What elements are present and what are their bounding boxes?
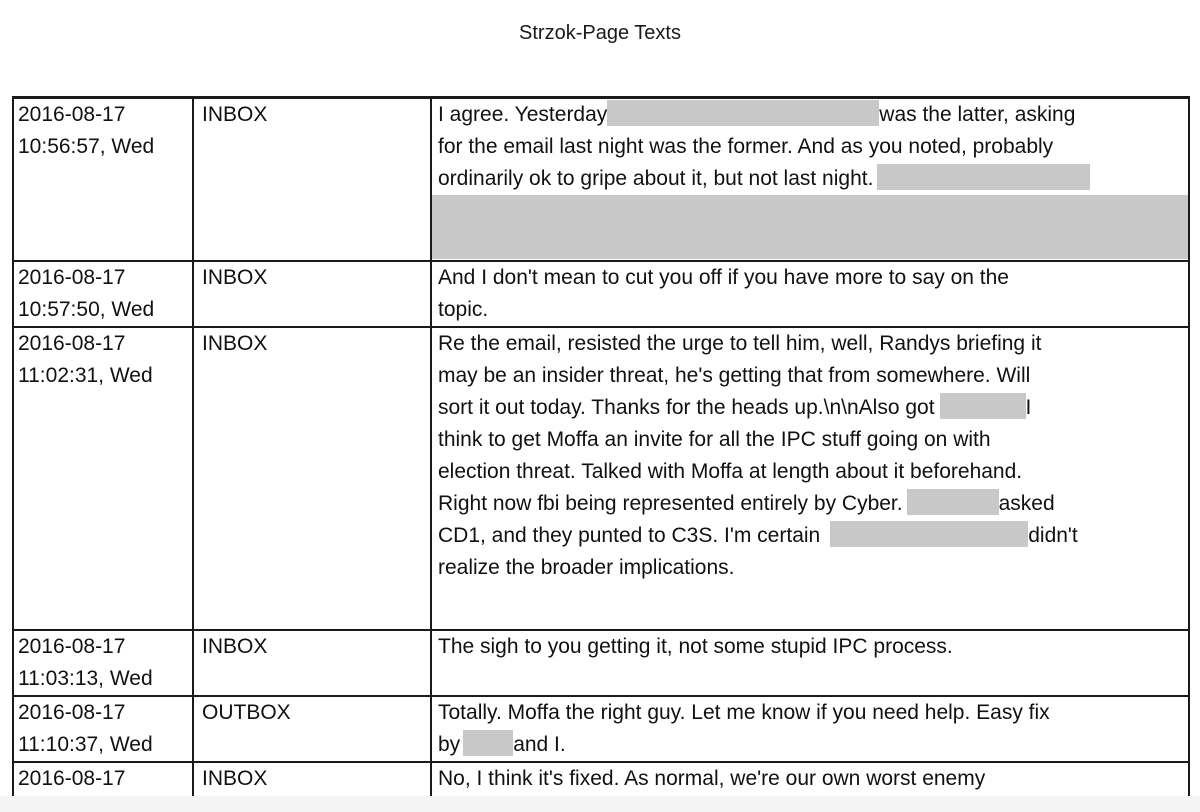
- date-text: 2016-08-17: [18, 265, 126, 289]
- message-fragment: CD1, and they punted to C3S. I'm certain: [438, 523, 821, 547]
- message-line: Totally. Moffa the right guy. Let me know if you need help. Easy fix: [438, 700, 1050, 724]
- message-line: [438, 488, 1184, 520]
- message-line: And I don't mean to cut you off if you have more to say on the: [438, 265, 1009, 289]
- folder-cell: INBOX: [193, 762, 431, 802]
- time-text: 11:10:37, Wed: [18, 732, 153, 756]
- table-row: [13, 98, 1189, 261]
- messages-table: [12, 96, 1190, 803]
- table-row: [13, 630, 1189, 696]
- message-line: for the email last night was the former. And as you noted, probably: [438, 135, 1054, 158]
- redaction-box: [940, 393, 1026, 419]
- message-fragment: and I.: [513, 732, 566, 756]
- message-fragment: asked: [998, 491, 1055, 515]
- date-text: 2016-08-17: [18, 331, 126, 355]
- message-line: [438, 99, 1184, 131]
- message-line: No, I think it's fixed. As normal, we're our own worst enemy: [438, 766, 986, 790]
- message-line: Re the email, resisted the urge to tell him, well, Randys briefing it: [438, 331, 1042, 355]
- page-title: Strzok-Page Texts: [519, 22, 681, 44]
- table-row: [13, 696, 1189, 762]
- message-cell: [431, 327, 1189, 630]
- folder-cell: INBOX: [193, 327, 431, 630]
- date-cell: [13, 696, 193, 762]
- message-fragment: didn't: [1028, 523, 1078, 547]
- message-fragment: sort it out today. Thanks for the heads up.\n\nAlso got: [438, 395, 935, 419]
- time-text: 10:56:57, Wed: [18, 135, 155, 158]
- bottom-bar: [0, 796, 1200, 812]
- message-line: The sigh to you getting it, not some stupid IPC process.: [438, 634, 953, 658]
- time-text: 11:03:13, Wed: [18, 666, 153, 690]
- date-cell: [13, 98, 193, 261]
- redaction-box: [830, 521, 1028, 547]
- date-cell: [13, 327, 193, 630]
- redaction-box: [607, 100, 879, 126]
- time-text: 10:57:50, Wed: [18, 297, 155, 321]
- message-line: may be an insider threat, he's getting that from somewhere. Will: [438, 363, 1031, 387]
- message-cell: [431, 98, 1189, 261]
- message-line: [438, 729, 1184, 761]
- message-line: think to get Moffa an invite for all the IPC stuff going on with: [438, 427, 991, 451]
- time-text: 11:02:31, Wed: [18, 363, 153, 387]
- date-cell: [13, 261, 193, 327]
- redaction-block: [432, 195, 1188, 259]
- message-fragment: I agree. Yesterday: [438, 103, 608, 126]
- date-cell: [13, 630, 193, 696]
- message-line: election threat. Talked with Moffa at length about it beforehand.: [438, 459, 1023, 483]
- folder-cell: INBOX: [193, 630, 431, 696]
- message-line: [438, 520, 1184, 552]
- date-text: 2016-08-17: [18, 700, 126, 724]
- message-fragment: ordinarily ok to gripe about it, but not last night.: [438, 167, 874, 190]
- redaction-box: [907, 489, 999, 515]
- folder-cell: INBOX: [193, 98, 431, 261]
- message-fragment: Right now fbi being represented entirely by Cyber.: [438, 491, 903, 515]
- redaction-box: [877, 164, 1090, 190]
- message-cell: [431, 696, 1189, 762]
- message-line: [438, 163, 1184, 195]
- message-fragment: I: [1025, 395, 1032, 419]
- table-row: [13, 327, 1189, 630]
- message-line: [438, 392, 1184, 424]
- message-cell: [431, 261, 1189, 327]
- message-fragment: by: [438, 732, 461, 756]
- date-text: 2016-08-17: [18, 103, 126, 126]
- message-fragment: was the latter, asking: [879, 103, 1076, 126]
- date-text: 2016-08-17: [18, 634, 126, 658]
- redaction-box: [463, 730, 513, 756]
- message-line: topic.: [438, 297, 489, 321]
- folder-cell: OUTBOX: [193, 696, 431, 762]
- folder-cell: INBOX: [193, 261, 431, 327]
- message-line: realize the broader implications.: [438, 555, 735, 579]
- message-cell: [431, 630, 1189, 696]
- table-row: [13, 261, 1189, 327]
- date-text: 2016-08-17: [18, 766, 126, 790]
